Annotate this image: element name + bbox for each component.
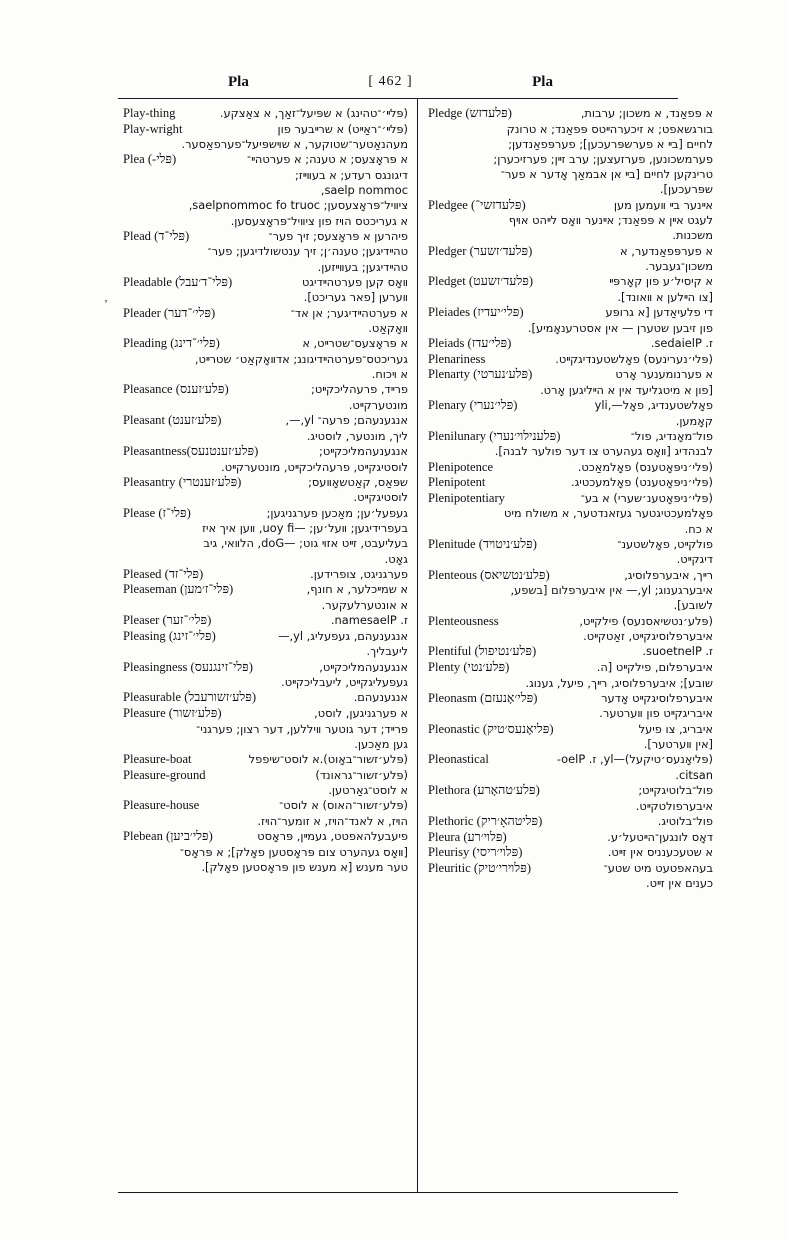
dictionary-entry (428, 429, 713, 460)
entry-definition-line: בורגשאפט; א זיכערהײטס פּפאַנד; א טרונק (506, 121, 713, 136)
entry-definition-line: איבערגענוג; ly,— אין איבערפלום [בשפע, (510, 583, 713, 598)
dictionary-entry (123, 506, 408, 567)
dictionary-entry (428, 274, 713, 305)
entry-headword: Pleiads (פּלי׳עדז) (428, 336, 512, 350)
entry-headword: Pledge (פּלעדזש) (428, 106, 512, 120)
dictionary-entry (428, 367, 713, 398)
dictionary-entry (123, 706, 408, 752)
dictionary-entry (428, 845, 713, 861)
entry-definition-line: איבערפלוסיגקײט, זאַטקײט. (583, 629, 713, 644)
entry-definition-line: לחיים [בײ א פערשפּרעכען]; פערפּפאַנדען; (508, 136, 713, 151)
entry-headline (123, 613, 408, 629)
entry-headline (428, 537, 713, 553)
entry-headword: Pleading (פּלי׳־דינג) (123, 336, 220, 351)
entry-definition-first-line: א פערטהײדיגער; אן אד־ (290, 305, 408, 320)
entry-headword: Pleasance (פּלע׳זענס) (123, 382, 229, 397)
dictionary-entry (123, 690, 408, 706)
entry-definition-line: הױז, א לאנד־הױז, א זומער־הױז. (257, 813, 408, 828)
entry-headline (123, 106, 408, 122)
entry-headline (123, 768, 408, 784)
entry-headword: Plenilunary (פּלענילױ׳נערי) (428, 428, 561, 443)
entry-headline (428, 336, 713, 352)
entry-headline (428, 783, 713, 799)
dictionary-entry (428, 861, 713, 892)
entry-definition-first-line: (פּליאָנעס׳טיקעל)—ly, ז. Pleo- (556, 752, 713, 767)
dictionary-entry (428, 106, 713, 198)
entry-headline (428, 244, 713, 260)
entry-definition-first-line: אנגענעהם, געפעליג, ly,— (278, 628, 408, 643)
dictionary-entry (428, 475, 713, 491)
dictionary-entry (123, 582, 408, 613)
entry-headword: Plentiful (פּלע׳נטיפול) (428, 644, 537, 659)
entry-definition-line: common pleas, (320, 183, 408, 198)
entry-headline (123, 798, 408, 814)
entry-definition-line: nastic. (675, 767, 713, 782)
entry-definition-line: [פון א מיטגליעד אין א הײליגען אָרט. (540, 382, 713, 397)
entry-headword: Plenteous (פּלע׳נטשיאס) (428, 567, 550, 582)
entry-headword: Plead (פּלי־ד) (123, 228, 190, 243)
entry-headline (123, 706, 408, 722)
entry-definition-first-line: איבערפלוסיגקײט אָדער (601, 690, 713, 705)
entry-headword: Pleiades (פּלי׳יעדיז) (428, 305, 524, 320)
entry-headword: Pleasingness (פּלי־זינגנעס) (123, 659, 253, 674)
entry-headline (428, 814, 713, 830)
entry-headword: Pleasure-ground (123, 767, 206, 782)
entry-headline (123, 475, 408, 491)
entry-definition-first-line: א שטעכענניס אין זײט. (607, 845, 713, 860)
entry-definition-line: גאָט. (384, 551, 408, 566)
entry-definition-first-line: די פלעיאַדען [א גרופּע (605, 305, 713, 320)
entry-headword: Pledget (פּלעד׳זשעט) (428, 274, 534, 289)
entry-definition-first-line: ז. Pleiades. (650, 336, 713, 350)
entry-headword: Plenipotentiary (428, 490, 505, 505)
entry-definition-line: א אונטערלעקער. (321, 597, 408, 612)
entry-headline (428, 367, 713, 383)
entry-headline (123, 829, 408, 845)
entry-headline (428, 429, 713, 445)
entry-definition-line: א ױכוח. (371, 367, 408, 382)
entry-headline (123, 382, 408, 398)
entry-definition-line: שפּרעכען]. (659, 182, 713, 197)
entry-headword: Plenary (פּלי׳נערי) (428, 397, 518, 412)
entry-headword: Pleasant (פּלע׳זענט) (123, 413, 222, 428)
column-left (123, 106, 408, 875)
dictionary-entry (123, 829, 408, 875)
dictionary-entry (123, 798, 408, 829)
entry-headword: Plenitude (פּלע׳ניטױד) (428, 536, 537, 551)
entry-headline (123, 122, 408, 138)
dictionary-entry (123, 613, 408, 629)
entry-headline (428, 274, 713, 290)
margin-mark: ‚ (104, 290, 108, 304)
entry-definition-first-line: איבריג, צו פיעל (638, 721, 713, 736)
column-right (428, 106, 713, 892)
entry-headline (428, 352, 713, 368)
entry-headline (123, 752, 408, 768)
entry-headline (428, 722, 713, 738)
entry-definition-first-line: (פּלי׳ניפּאָטענ׳שערי) א בע־ (580, 490, 713, 505)
dictionary-entry (123, 752, 408, 768)
entry-definition-first-line: (פּלײ׳־טהינג) א שפּיעל־זאַך, א צאַצקע. (219, 106, 408, 120)
entry-definition-first-line: א פּפאַנד, א משכון; ערבות, (580, 106, 713, 120)
dictionary-entry (428, 568, 713, 614)
entry-headline (123, 629, 408, 645)
entry-definition-line: לעגט אײן א פּפאַנד; אײנער װאָס לײהט אױף (508, 213, 713, 228)
dictionary-entry (428, 537, 713, 568)
entry-headline (123, 152, 408, 168)
entry-headword: Pleasing (פּלי׳־זינג) (123, 628, 216, 643)
entry-headline (123, 506, 408, 522)
entry-headword: Pleonastical (428, 752, 489, 767)
dictionary-entry (428, 460, 713, 476)
entry-definition-first-line: פאָלשטענדיג, פאָל—,ily (594, 397, 713, 412)
entry-definition-first-line: פול־בלוטיג. (657, 813, 713, 828)
dictionary-entry (123, 275, 408, 306)
dictionary-entry (123, 152, 408, 228)
entry-headline (428, 198, 713, 214)
entry-definition-first-line: פולקײט, פאָלשטענ־ (617, 536, 713, 551)
entry-definition-line: פון זיבען שטערן — אין אסטרענאָמיע]. (527, 320, 713, 335)
entry-headline (428, 106, 713, 122)
dictionary-entry (428, 614, 713, 645)
running-head (118, 70, 678, 94)
entry-headword: Pleasantry (פּלע׳זענטרי) (123, 474, 242, 489)
dictionary-entry (428, 830, 713, 846)
entry-definition-line: טהײדיגען; טענה׳ן; זיך ענטשולדיגען; פער־ (207, 244, 408, 259)
entry-definition-line: געריכטס־פערטהײדיגונג; אדװאָקאַט׳ שטרײט, (194, 351, 408, 366)
entry-headword: Plenarty (פּלע׳נערטי) (428, 367, 533, 382)
dictionary-entry (123, 444, 408, 475)
entry-definition-line: פערמשכונען, פערזעצען; ערב זײן; פערזיכערן; (493, 152, 713, 166)
dictionary-entry (428, 398, 713, 429)
entry-definition-first-line: (פּלע׳נטשיאסנעס) פילקײט, (579, 613, 713, 628)
dictionary-entry (428, 783, 713, 814)
entry-definition-first-line: א פּראָצעס־שטרײט, א (302, 336, 408, 351)
entry-definition-first-line: (פּלע׳זשור־האוס) א לוסט־ (279, 798, 408, 813)
entry-headline (428, 845, 713, 861)
dictionary-entry (123, 660, 408, 691)
entry-definition-first-line: אנגענעהם; פרעה־ ly,—, (285, 413, 408, 428)
entry-headword: Plenipotent (428, 475, 486, 490)
entry-definition-first-line: אנגענעהמליכקײט, (319, 659, 408, 674)
entry-definition-line: פאָלמעכטיגטער געזאנדטער, א משולח מיט (504, 506, 713, 521)
entry-definition-line: א כח. (684, 521, 713, 536)
running-head-left: Pla (228, 73, 249, 90)
entry-definition-first-line: געפעל׳ען; מאַכען פערגניגען; (266, 505, 408, 520)
entry-headline (123, 567, 408, 583)
entry-definition-line: ציװיל־פּראָצעסען; court of commonpleas, (188, 198, 408, 213)
dictionary-entry (428, 660, 713, 691)
entry-definition-first-line: ז. Plenteous. (642, 644, 713, 659)
entry-definition-line: גען מאַכען. (354, 736, 408, 751)
entry-headword: Pleonastic (פּליאָנעס׳טיק) (428, 721, 554, 736)
footer-rule (118, 1192, 678, 1193)
entry-definition-first-line: (פּלי׳ניפּאָטענט) פאָלמעכטיג. (570, 475, 713, 490)
entry-definition-line: כענים אין זײט. (645, 876, 713, 891)
entry-definition-line: װערען [פאר געריכט]. (303, 290, 408, 305)
entry-headword: Pleuritic (פּלױרי׳טיק) (428, 860, 532, 875)
entry-definition-line: מונטערקײט. (348, 397, 408, 412)
entry-headline (428, 752, 713, 768)
entry-headline (428, 491, 713, 507)
entry-definition-line: לשובע]. (673, 598, 713, 613)
entry-headword: Plenariness (428, 351, 486, 366)
dictionary-entry (123, 229, 408, 275)
entry-definition-first-line: דאָס לונגען־הײטעל׳ע. (607, 829, 713, 844)
entry-headline (123, 413, 408, 429)
entry-definition-first-line: (פּלי׳ניפּאָטענס) פאָלמאַכט. (577, 459, 713, 474)
entry-definition-first-line: פערגניגט, צופרידען. (310, 566, 408, 581)
entry-definition-line: געפעליגקײט, ליעבליכקײט. (281, 675, 408, 690)
dictionary-entry (123, 413, 408, 444)
dictionary-entry (428, 491, 713, 537)
entry-headword: Plenteousness (428, 613, 499, 628)
entry-definition-first-line: פול־מאָנדיג, פול־ (630, 428, 713, 443)
entry-headline (123, 306, 408, 322)
entry-definition-first-line: א פערגניגען, לוסט, (314, 705, 408, 720)
entry-definition-line: טער מענש [א מענש פון פּראָסטען פאָלק]. (201, 859, 408, 874)
entry-definition-first-line: (פּלע׳זשור־גראונד) (315, 767, 408, 782)
entry-headword: Pleaseman (פּלי־ז׳מען) (123, 582, 234, 597)
entry-headline (428, 861, 713, 877)
entry-definition-first-line: בעהאפטעט מיט שטע־ (603, 860, 713, 875)
entry-definition-first-line: פיהרען א פּראָצעס; זיך פער־ (268, 228, 408, 243)
entry-headword: Plenty (פּלע׳נטי) (428, 659, 510, 674)
dictionary-entry (123, 629, 408, 660)
entry-headword: Plethoric (פּליטהאָ׳ריק) (428, 813, 543, 828)
entry-headword: Pleura (פּלױ׳רע) (428, 829, 507, 844)
entry-headline (428, 691, 713, 707)
entry-definition-line: ליעבליך. (366, 644, 408, 659)
dictionary-entry (123, 382, 408, 413)
running-head-right: Pla (532, 73, 553, 90)
entry-headword: Pleaser (פּלי׳־זער) (123, 613, 212, 628)
entry-definition-line: װאָקאַט. (368, 321, 408, 336)
dictionary-entry (428, 691, 713, 722)
dictionary-entry (428, 305, 713, 336)
entry-headline (123, 275, 408, 291)
entry-headword: Pleased (פּלי־זד) (123, 566, 204, 581)
entry-definition-line: דיגקײט. (676, 552, 713, 567)
entry-headline (123, 582, 408, 598)
dictionary-entry (428, 198, 713, 244)
entry-definition-line: א געריכטס הױז פון ציװיל־פּראָצעסען. (230, 213, 408, 228)
entry-definition-first-line: אײנער בײ װעמען מען (613, 197, 713, 212)
entry-headword: Plebean (פּלי׳ביען) (123, 829, 213, 844)
entry-headline (428, 460, 713, 476)
entry-headword: Pleasure-house (123, 798, 200, 813)
entry-headword: Pleurisy (פּלױ׳ריסי) (428, 845, 523, 860)
entry-definition-line: פרײד; דער גוטער װיללען, דער רצון; פערגני־ (196, 721, 408, 736)
entry-definition-first-line: פול־בלוטיגקײט; (638, 783, 713, 798)
entry-definition-first-line: אנגענעהמליכקײט; (319, 443, 408, 458)
entry-definition-line: [אין װערטער]. (643, 737, 713, 752)
entry-definition-first-line: (פּלע׳זשור־באָוט).א לוסט־שיפפל (248, 751, 408, 766)
entry-headword: Pleonasm (פּלי׳אָנעזם) (428, 690, 538, 705)
dictionary-entry (123, 768, 408, 799)
entry-definition-line: מעהנאַטער־שטוקער, א שױשפּיעל־פערפאַסער. (181, 137, 408, 152)
dictionary-entry (123, 475, 408, 506)
entry-definition-first-line: שפּאַס, קאַטשאָװעס; (308, 474, 408, 489)
dictionary-entry (123, 306, 408, 337)
entry-definition-line: משכון־געבער. (645, 259, 713, 274)
entry-headword: Plethora (פּלע׳טהאָרע) (428, 783, 540, 798)
entry-headline (123, 444, 408, 460)
dictionary-entry (428, 814, 713, 830)
entry-definition-line: לוסטיגקײט. (353, 490, 408, 505)
entry-headword: Pleasurable (פּלע׳זשורעבל) (123, 690, 257, 705)
entry-definition-line: ליך, מונטער, לוסטיג. (306, 428, 408, 443)
dictionary-entry (428, 752, 713, 783)
dictionary-entry (123, 122, 408, 153)
entry-definition-first-line: ז. Pleaseman. (330, 613, 408, 628)
entry-definition-first-line: א פערפּפאַנדער, א (620, 243, 713, 258)
entry-headline (428, 614, 713, 630)
entry-definition-first-line: א פערנומענער אָרט (615, 367, 713, 382)
entry-definition-line: בעליעבט, זײט אזױ גוט; —God, הלװאי, גיב (203, 536, 408, 551)
entry-headline (428, 398, 713, 414)
entry-definition-first-line: רײך, איבערפלוסיג, (624, 567, 713, 582)
dictionary-entry (428, 244, 713, 275)
entry-headline (428, 475, 713, 491)
entry-headword: Pleadable (פּלי־ד׳עבל) (123, 274, 233, 289)
entry-definition-line: משכנות. (672, 228, 713, 243)
entry-headword: Pleasure (פּלע׳זשור) (123, 705, 222, 720)
entry-definition-first-line: (פּלײ׳־ראַײט) א שרײבער פון (277, 121, 408, 136)
entry-headline (123, 690, 408, 706)
entry-definition-first-line: אנגענעהם. (353, 690, 408, 705)
entry-definition-first-line: א פּראָצעס; א טענה; א פערטהײ־ (247, 152, 408, 167)
entry-definition-first-line: איבערפלום, פילקײט [ה. (596, 659, 713, 674)
entry-definition-first-line: א שמײכלער, א חונף, (306, 582, 408, 597)
entry-definition-line: איבערפולטקײט. (635, 798, 713, 813)
entry-definition-first-line: א קיסיל׳ע פון קאָרפּײ (609, 274, 713, 289)
entry-headline (428, 644, 713, 660)
entry-definition-line: [װאָס געהערט צום פּראָסטען פאָלק]; א פּראָס־ (179, 844, 408, 859)
entry-definition-line: א לוסט־גאַרטען. (328, 783, 408, 798)
entry-headline (428, 830, 713, 846)
entry-headword: Play-wright (123, 121, 183, 136)
entry-headword: Plea (-פּלי) (123, 152, 177, 167)
entry-definition-first-line: (פּלי׳נערינעס) פאָלשטענדיגקײט. (555, 351, 713, 366)
dictionary-entry (123, 106, 408, 122)
entry-headline (428, 568, 713, 584)
entry-headword: Pledgee (פּלעדזשי־) (428, 197, 526, 212)
column-divider (417, 98, 418, 1192)
entry-definition-line: לוסטיגקײט, פרעהליכקײט, מונטערקײט. (221, 459, 408, 474)
entry-definition-line: לבנהדיג [װאָס געהערט צו דער פולער לבנה]. (494, 444, 713, 459)
dictionary-entry (123, 336, 408, 382)
entry-headword: Pleasure-boat (123, 751, 192, 766)
page-number: [ 462 ] (368, 74, 413, 89)
entry-definition-line: [צו הײלען א װאונד]. (617, 290, 713, 304)
dictionary-entry (428, 336, 713, 352)
entry-definition-line: בעפרידיגען; װעל׳ען; —if you, װען איך איז (202, 521, 408, 536)
header-rule (118, 98, 678, 99)
dictionary-entry (428, 722, 713, 753)
dictionary-entry (123, 567, 408, 583)
entry-definition-line: טרינקען לחיים [בײ אן אבמאַך אָדער א פער־ (500, 167, 713, 182)
entry-headline (123, 660, 408, 676)
entry-headline (428, 660, 713, 676)
entry-headline (428, 305, 713, 321)
entry-headword: Pleader (פּלי׳־דער) (123, 305, 216, 320)
entry-definition-line: שובע]; איבערפלוסיג, רײך, פיעל, גענוג. (525, 675, 713, 690)
entry-headword: Pledger (פּלעד׳זשער) (428, 243, 533, 258)
entry-headword: Please (פּלי־ז) (123, 505, 191, 520)
entry-definition-first-line: פיעבעלהאפטט, געמײן, פּראָסט (257, 829, 408, 844)
dictionary-entry (428, 352, 713, 368)
entry-definition-first-line: װאָס קען פערטהײדיגט (301, 274, 408, 289)
entry-definition-line: איבריגקײט פון װערטער. (599, 706, 713, 721)
entry-headline (123, 229, 408, 245)
entry-definition-line: קאָמען. (675, 413, 713, 428)
entry-headline (123, 336, 408, 352)
entry-headword: Play-thing (123, 106, 176, 120)
entry-headword: Plenipotence (428, 459, 494, 474)
entry-definition-line: טהײדיגען; בעװײזען. (317, 259, 408, 274)
entry-headword: Pleasantness(פּלע׳זענטנעס) (123, 443, 259, 458)
dictionary-entry (428, 644, 713, 660)
entry-definition-first-line: פרײד, פרעהליכקײט; (311, 382, 408, 397)
entry-definition-line: דיגונגס רעדע; א בעװײז; (294, 167, 408, 182)
